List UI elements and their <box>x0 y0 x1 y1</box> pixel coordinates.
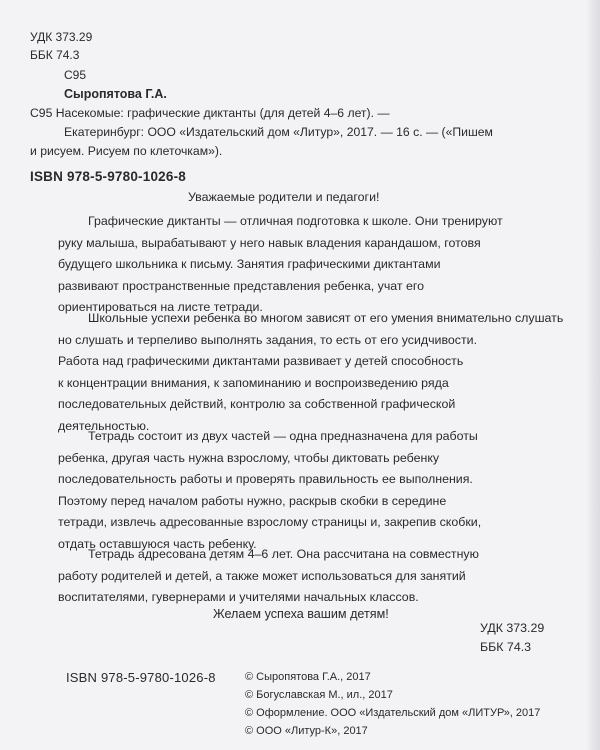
paragraph-4 <box>58 544 546 609</box>
paragraph-line: работу родителей и детей, а также может использоваться для занятий <box>58 568 466 583</box>
paragraph-line: тетради, извлечь адресованные взрослому страницы и, закрепив скобки, <box>58 515 482 529</box>
paragraph-line: руку малыша, вырабатывают у него навык владения карандашом, готовя <box>58 235 481 250</box>
paragraph-line: развивают пространственные представления ребенка, учат его <box>58 278 425 293</box>
paragraph-3 <box>58 426 546 555</box>
biblio-line-3: и рисуем. Рисуем по клеточкам»). <box>30 144 223 158</box>
paragraph-line: воспитателями, гувернерами и учителями начальных классов. <box>58 590 419 604</box>
paragraph-line: последовательность работы и проверять правильность ее выполнения. <box>58 472 473 486</box>
paragraph-line: Графические диктанты — отличная подготовка к школе. Они тренируют <box>88 214 503 228</box>
paragraph-1 <box>58 211 546 319</box>
closing-wish: Желаем успеха вашим детям! <box>213 607 389 621</box>
paragraph-line: Тетрадь адресована детям 4–6 лет. Она рассчитана на совместную <box>88 547 479 561</box>
bbk-top: ББК 74.3 <box>30 48 80 62</box>
biblio-line-1: С95 Насекомые: графические диктанты (для детей 4–6 лет). — <box>30 106 390 120</box>
copyright-line: © Оформление. ООО «Издательский дом «ЛИТУР», 2017 <box>245 707 541 719</box>
paragraph-line: к концентрации внимания, к запоминанию и воспроизведению ряда <box>58 375 449 390</box>
isbn-top: ISBN 978-5-9780-1026-8 <box>30 169 186 184</box>
copyright-line: © Богуславская М., ил., 2017 <box>245 689 393 701</box>
biblio-line-2: Екатеринбург: ООО «Издательский дом «Литур», 2017. — 16 с. — («Пишем <box>64 125 493 139</box>
author-code: С95 <box>64 68 87 82</box>
isbn-bottom: ISBN 978-5-9780-1026-8 <box>66 670 216 685</box>
copyright-line: © Сыропятова Г.А., 2017 <box>245 671 371 683</box>
paragraph-line: Тетрадь состоит из двух частей — одна предназначена для работы <box>88 429 478 443</box>
paragraph-line: но слушать и терпеливо выполнять задания, то есть от его усидчивости. <box>58 332 478 347</box>
copyright-line: © ООО «Литур-К», 2017 <box>245 725 368 737</box>
paragraph-line: отдать оставшуюся часть ребенку. <box>58 536 257 551</box>
paragraph-line: деятельностью. <box>58 418 150 433</box>
udk-bottom: УДК 373.29 <box>480 621 545 635</box>
paragraph-2 <box>58 308 564 437</box>
page-edge-shadow <box>586 0 600 750</box>
paragraph-line: ребенка, другая часть нужна взрослому, чтобы диктовать ребенку <box>58 450 440 465</box>
paragraph-line: ориентироваться на листе тетради. <box>58 300 263 314</box>
paragraph-line: Школьные успехи ребенка во многом зависят от его умения внимательно слушать <box>88 311 564 325</box>
author-name: Сыропятова Г.А. <box>64 87 167 101</box>
paragraph-line: Работа над графическими диктантами развивает у детей способность <box>58 354 464 368</box>
bbk-bottom: ББК 74.3 <box>480 640 532 654</box>
paragraph-line: будущего школьника к письму. Занятия графическими диктантами <box>58 257 441 271</box>
paragraph-line: последовательных действий, контролю за собственной графической <box>58 397 456 411</box>
udk-top: УДК 373.29 <box>30 30 93 44</box>
greeting-heading: Уважаемые родители и педагоги! <box>188 190 380 204</box>
paragraph-line: Поэтому перед началом работы нужно, раскрыв скобки в середине <box>58 493 447 508</box>
